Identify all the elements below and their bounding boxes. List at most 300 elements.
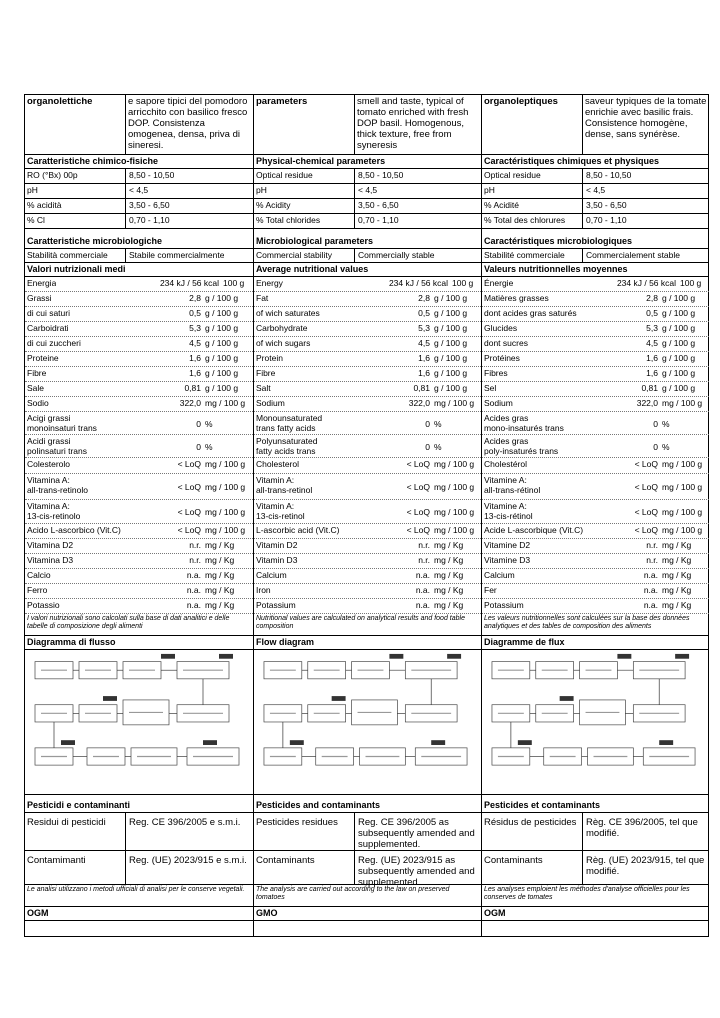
table-row bbox=[25, 599, 253, 614]
nutrient-label: Protéines bbox=[484, 353, 520, 363]
nutrient-value: 0 bbox=[653, 419, 658, 429]
table-row bbox=[254, 500, 481, 524]
nutrient-label: Polyunsaturated fatty acids trans bbox=[256, 436, 318, 456]
nutrient-value: 0,5 bbox=[646, 308, 658, 318]
nutrient-value: n.r. bbox=[418, 555, 430, 565]
nutrient-label: Acigi grassi monoinsaturi trans bbox=[27, 413, 97, 433]
cell-divider bbox=[354, 214, 355, 228]
spec-sheet-table bbox=[24, 94, 709, 937]
flow-title: Diagramme de flux bbox=[484, 637, 565, 647]
flow-ccp-tag bbox=[518, 740, 532, 745]
table-row bbox=[25, 636, 253, 650]
nutrient-label: Acides gras poly-insaturés trans bbox=[484, 436, 559, 456]
nutrient-unit: % bbox=[434, 419, 442, 429]
table-row bbox=[482, 412, 709, 435]
nutrient-value: < LoQ bbox=[406, 507, 430, 517]
nutrient-unit: mg / Kg bbox=[662, 555, 692, 565]
energy-label: Energy bbox=[256, 278, 283, 288]
nutrient-value: n.a. bbox=[415, 570, 430, 580]
table-row bbox=[25, 214, 253, 229]
table-row bbox=[25, 199, 253, 214]
nutrient-label: di cui zuccheri bbox=[27, 338, 81, 348]
table-row bbox=[482, 184, 709, 199]
chem-title: Caractéristiques chimiques et physiques bbox=[484, 156, 660, 166]
column-french bbox=[481, 95, 709, 936]
nutrient-unit: mg / 100 g bbox=[662, 482, 703, 492]
table-row bbox=[254, 885, 481, 907]
table-row bbox=[25, 412, 253, 435]
table-row bbox=[254, 249, 481, 263]
table-row bbox=[482, 263, 709, 277]
flow-diagram bbox=[27, 652, 251, 791]
chem-param-value: 3,50 - 6,50 bbox=[129, 200, 170, 210]
table-row bbox=[254, 650, 481, 795]
table-row bbox=[254, 458, 481, 474]
micro-title: Caractéristiques microbiologiques bbox=[484, 236, 633, 246]
table-row bbox=[482, 500, 709, 524]
nutrient-unit: mg / 100 g bbox=[662, 525, 703, 535]
nutrient-unit: mg / 100 g bbox=[662, 459, 703, 469]
table-row bbox=[254, 584, 481, 599]
chem-param-value: 8,50 - 10,50 bbox=[586, 170, 632, 180]
nutrient-unit: mg / 100 g bbox=[205, 525, 246, 535]
organoleptic-label: organolettiche bbox=[27, 96, 93, 107]
nutrient-unit: mg / 100 g bbox=[205, 507, 246, 517]
table-row bbox=[482, 539, 709, 554]
table-row bbox=[254, 474, 481, 500]
nutri-note: Les valeurs nutritionnelles sont calculées sur la base des données analytiques et des tables de composition des aliments bbox=[484, 615, 690, 630]
nutrient-value: 4,5 bbox=[646, 338, 658, 348]
nutrient-label: Vitamine A: 13-cis-rétinol bbox=[484, 501, 533, 521]
table-row bbox=[482, 322, 709, 337]
nutrient-value: 5,3 bbox=[418, 323, 430, 333]
cell-divider bbox=[354, 184, 355, 198]
nutrient-unit: mg / Kg bbox=[662, 600, 692, 610]
pest-value: Reg. (UE) 2023/915 e s.m.i. bbox=[129, 855, 247, 866]
nutrient-value: < LoQ bbox=[634, 507, 658, 517]
table-row bbox=[482, 155, 709, 169]
nutrient-value: n.r. bbox=[418, 540, 430, 550]
energy-value: 234 kJ / 56 kcal bbox=[388, 278, 448, 288]
chem-param-value: 0,70 - 1,10 bbox=[586, 215, 627, 225]
table-row bbox=[482, 292, 709, 307]
micro-value: Stabile commercialmente bbox=[129, 250, 225, 260]
cell-divider bbox=[125, 249, 126, 262]
nutrient-unit: g / 100 g bbox=[434, 323, 468, 333]
gmo-title: OGM bbox=[27, 908, 49, 918]
nutrient-unit: mg / Kg bbox=[205, 570, 235, 580]
cell-divider bbox=[354, 249, 355, 262]
nutrient-value: 322,0 bbox=[179, 398, 201, 408]
table-row bbox=[254, 524, 481, 539]
cell-divider bbox=[125, 851, 126, 884]
energy-unit: 100 g bbox=[680, 278, 702, 288]
nutrient-unit: g / 100 g bbox=[662, 338, 696, 348]
nutrient-unit: g / 100 g bbox=[434, 293, 468, 303]
nutrient-value: 0,81 bbox=[641, 383, 658, 393]
nutrient-unit: g / 100 g bbox=[205, 338, 239, 348]
table-row bbox=[25, 235, 253, 249]
nutri-note: Nutritional values are calculated on analytical results and food table composition bbox=[256, 615, 465, 630]
table-row bbox=[254, 614, 481, 636]
nutrient-value: 2,8 bbox=[189, 293, 201, 303]
pest-label: Pesticides residues bbox=[256, 817, 338, 828]
nutrient-unit: g / 100 g bbox=[205, 293, 239, 303]
column-english bbox=[253, 95, 481, 936]
cell-divider bbox=[582, 813, 583, 850]
table-row bbox=[482, 474, 709, 500]
flow-diagram-graphic bbox=[484, 652, 707, 791]
table-row bbox=[25, 584, 253, 599]
table-row bbox=[482, 235, 709, 249]
table-row bbox=[25, 554, 253, 569]
table-row bbox=[25, 524, 253, 539]
nutrient-label: Vitamin D2 bbox=[256, 540, 298, 550]
table-row bbox=[482, 352, 709, 367]
table-row bbox=[25, 614, 253, 636]
nutrient-value: n.a. bbox=[186, 585, 201, 595]
pest-value: Reg. CE 396/2005 as subsequently amended and supplemented. bbox=[358, 817, 475, 850]
micro-value: Commercialement stable bbox=[586, 250, 681, 260]
organoleptic-text: saveur typiques de la tomate enrichie avec basilic frais. Consistence homogène, dense, sans synérèse. bbox=[585, 96, 707, 140]
table-row bbox=[254, 169, 481, 184]
table-row bbox=[25, 307, 253, 322]
nutrient-value: < LoQ bbox=[406, 525, 430, 535]
table-row bbox=[482, 799, 709, 813]
nutrient-value: < LoQ bbox=[634, 459, 658, 469]
nutrient-unit: mg / Kg bbox=[434, 555, 464, 565]
nutrient-value: 1,6 bbox=[189, 368, 201, 378]
nutrient-label: Matières grasses bbox=[484, 293, 549, 303]
flow-ccp-tag bbox=[560, 696, 574, 701]
table-row bbox=[254, 277, 481, 292]
table-row bbox=[482, 569, 709, 584]
table-row bbox=[25, 322, 253, 337]
table-row bbox=[482, 249, 709, 263]
table-row bbox=[482, 214, 709, 229]
table-row bbox=[25, 292, 253, 307]
table-row bbox=[25, 184, 253, 199]
gmo-title: GMO bbox=[256, 908, 278, 918]
nutrient-value: < LoQ bbox=[406, 459, 430, 469]
micro-label: Commercial stability bbox=[256, 250, 333, 260]
chem-param-value: 3,50 - 6,50 bbox=[586, 200, 627, 210]
pest-value: Règ. (UE) 2023/915, tel que modifié. bbox=[586, 855, 705, 877]
nutri-title: Valeurs nutritionnelles moyennes bbox=[484, 264, 628, 274]
nutrient-label: Grassi bbox=[27, 293, 52, 303]
table-row bbox=[25, 851, 253, 885]
table-row bbox=[482, 277, 709, 292]
table-row bbox=[482, 458, 709, 474]
pest-label: Contamimanti bbox=[27, 855, 86, 866]
chem-title: Caratteristiche chimico-fisiche bbox=[27, 156, 159, 166]
energy-unit: 100 g bbox=[452, 278, 474, 288]
nutrient-unit: mg / 100 g bbox=[662, 507, 703, 517]
nutrient-unit: g / 100 g bbox=[205, 383, 239, 393]
nutrient-label: Vitamine A: all-trans-rétinol bbox=[484, 475, 541, 495]
organoleptic-text: smell and taste, typical of tomato enriched with fresh DOP basil. Homogenous, thick texture, free from syneresis bbox=[357, 96, 469, 151]
chem-param-label: % acidità bbox=[27, 200, 62, 210]
nutrient-label: Sodium bbox=[484, 398, 513, 408]
nutrient-value: 0,5 bbox=[189, 308, 201, 318]
table-row bbox=[254, 367, 481, 382]
nutrient-value: < LoQ bbox=[177, 482, 201, 492]
nutrient-unit: mg / 100 g bbox=[434, 507, 475, 517]
nutrient-value: 0,5 bbox=[418, 308, 430, 318]
table-row bbox=[25, 169, 253, 184]
nutrient-value: n.a. bbox=[643, 600, 658, 610]
flow-ccp-tag bbox=[389, 654, 403, 659]
nutrient-value: n.r. bbox=[646, 540, 658, 550]
nutrient-value: 5,3 bbox=[646, 323, 658, 333]
table-row bbox=[482, 650, 709, 795]
micro-value: Commercially stable bbox=[358, 250, 435, 260]
flow-title: Diagramma di flusso bbox=[27, 637, 116, 647]
cell-divider bbox=[354, 813, 355, 850]
nutrient-label: dont acides gras saturés bbox=[484, 308, 577, 318]
table-row bbox=[482, 907, 709, 921]
cell-divider bbox=[582, 199, 583, 213]
table-row bbox=[25, 474, 253, 500]
micro-label: Stabilità commerciale bbox=[27, 250, 108, 260]
nutrient-value: 1,6 bbox=[418, 353, 430, 363]
nutrient-unit: mg / 100 g bbox=[434, 398, 475, 408]
nutrient-value: n.r. bbox=[189, 555, 201, 565]
nutrient-label: Acidi grassi polinsaturi trans bbox=[27, 436, 88, 456]
cell-divider bbox=[125, 95, 126, 154]
nutrient-unit: g / 100 g bbox=[205, 353, 239, 363]
pest-note: The analysis are carried out according to the law on preserved tomatoes bbox=[256, 886, 450, 901]
table-row bbox=[254, 539, 481, 554]
nutrient-value: < LoQ bbox=[634, 525, 658, 535]
nutrient-value: < LoQ bbox=[406, 482, 430, 492]
nutrient-value: 322,0 bbox=[408, 398, 430, 408]
nutrient-unit: mg / Kg bbox=[662, 585, 692, 595]
micro-label: Stabilité commerciale bbox=[484, 250, 565, 260]
table-row bbox=[254, 292, 481, 307]
nutrient-unit: g / 100 g bbox=[662, 353, 696, 363]
nutrient-value: 0,81 bbox=[413, 383, 430, 393]
table-row bbox=[25, 397, 253, 412]
nutrient-label: Sodium bbox=[256, 398, 285, 408]
table-row bbox=[254, 435, 481, 458]
energy-label: Énergie bbox=[484, 278, 514, 288]
nutrient-label: L-ascorbic acid (Vit.C) bbox=[256, 525, 340, 535]
nutrient-label: Vitamina D2 bbox=[27, 540, 74, 550]
nutrient-value: 1,6 bbox=[189, 353, 201, 363]
table-row bbox=[254, 397, 481, 412]
nutrient-unit: % bbox=[662, 442, 670, 452]
nutri-title: Valori nutrizionali medi bbox=[27, 264, 126, 274]
nutrient-label: Proteine bbox=[27, 353, 59, 363]
nutrient-label: Fat bbox=[256, 293, 269, 303]
nutrient-unit: g / 100 g bbox=[434, 308, 468, 318]
column-italian bbox=[25, 95, 253, 936]
nutrient-value: 0 bbox=[196, 419, 201, 429]
nutrient-value: 2,8 bbox=[418, 293, 430, 303]
nutrient-value: 4,5 bbox=[418, 338, 430, 348]
chem-param-label: Optical residue bbox=[256, 170, 313, 180]
table-row bbox=[25, 367, 253, 382]
chem-param-label: pH bbox=[256, 185, 267, 195]
flow-ccp-tag bbox=[659, 740, 673, 745]
cell-divider bbox=[354, 851, 355, 884]
micro-title: Microbiological parameters bbox=[256, 236, 374, 246]
table-row bbox=[482, 885, 709, 907]
nutrient-label: Potassio bbox=[27, 600, 60, 610]
cell-divider bbox=[582, 851, 583, 884]
energy-unit: 100 g bbox=[223, 278, 245, 288]
nutrient-label: of wich saturates bbox=[256, 308, 320, 318]
nutrient-value: 0 bbox=[196, 442, 201, 452]
nutrient-unit: g / 100 g bbox=[205, 308, 239, 318]
nutrient-unit: g / 100 g bbox=[662, 293, 696, 303]
chem-param-label: % Total des chlorures bbox=[484, 215, 566, 225]
nutrient-unit: g / 100 g bbox=[434, 383, 468, 393]
nutrient-value: 1,6 bbox=[646, 368, 658, 378]
table-row bbox=[25, 885, 253, 907]
nutrient-label: Sel bbox=[484, 383, 497, 393]
chem-param-value: < 4,5 bbox=[129, 185, 149, 195]
nutrient-unit: mg / Kg bbox=[662, 570, 692, 580]
nutrient-unit: mg / Kg bbox=[434, 570, 464, 580]
nutrient-label: Calcium bbox=[484, 570, 515, 580]
nutrient-label: Iron bbox=[256, 585, 271, 595]
table-row bbox=[482, 599, 709, 614]
nutrient-value: n.r. bbox=[189, 540, 201, 550]
nutrient-value: n.a. bbox=[415, 585, 430, 595]
table-row bbox=[482, 199, 709, 214]
flow-ccp-tag bbox=[161, 654, 175, 659]
flow-ccp-tag bbox=[290, 740, 304, 745]
table-row bbox=[254, 337, 481, 352]
chem-param-value: 0,70 - 1,10 bbox=[129, 215, 170, 225]
table-row bbox=[254, 799, 481, 813]
table-row bbox=[482, 367, 709, 382]
cell-divider bbox=[582, 249, 583, 262]
nutrient-unit: mg / Kg bbox=[205, 585, 235, 595]
nutrient-label: Ferro bbox=[27, 585, 48, 595]
flow-ccp-tag bbox=[447, 654, 461, 659]
nutrient-label: Potassium bbox=[484, 600, 524, 610]
nutrient-value: n.a. bbox=[415, 600, 430, 610]
table-row bbox=[25, 155, 253, 169]
table-row bbox=[254, 907, 481, 921]
nutrient-label: of wich sugars bbox=[256, 338, 311, 348]
table-row bbox=[25, 249, 253, 263]
energy-label: Energia bbox=[27, 278, 57, 288]
nutri-title: Average nutritional values bbox=[256, 264, 369, 274]
table-row bbox=[254, 214, 481, 229]
chem-param-label: pH bbox=[27, 185, 38, 195]
table-row bbox=[482, 851, 709, 885]
energy-value: 234 kJ / 56 kcal bbox=[616, 278, 676, 288]
nutrient-label: Carboidrati bbox=[27, 323, 69, 333]
nutrient-value: 0,81 bbox=[184, 383, 201, 393]
nutrient-value: 1,6 bbox=[418, 368, 430, 378]
table-row bbox=[254, 412, 481, 435]
table-row bbox=[25, 95, 253, 155]
pest-title: Pesticides and contaminants bbox=[256, 800, 381, 810]
nutrient-unit: mg / Kg bbox=[662, 540, 692, 550]
nutrient-value: 0 bbox=[425, 442, 430, 452]
flow-ccp-tag bbox=[61, 740, 75, 745]
flow-ccp-tag bbox=[675, 654, 689, 659]
nutrient-label: Calcium bbox=[256, 570, 287, 580]
table-row bbox=[482, 337, 709, 352]
flow-ccp-tag bbox=[219, 654, 233, 659]
chem-param-label: pH bbox=[484, 185, 495, 195]
chem-param-label: % Cl bbox=[27, 215, 45, 225]
nutrient-label: Cholesterol bbox=[256, 459, 299, 469]
nutrient-label: Fibre bbox=[256, 368, 276, 378]
nutrient-value: n.a. bbox=[643, 570, 658, 580]
cell-divider bbox=[125, 199, 126, 213]
nutrient-label: Acido L-ascorbico (Vit.C) bbox=[27, 525, 121, 535]
pest-title: Pesticidi e contaminanti bbox=[27, 800, 131, 810]
table-row bbox=[25, 352, 253, 367]
gmo-title: OGM bbox=[484, 908, 506, 918]
nutri-note: I valori nutrizionali sono calcolati sulla base di dati analitici e delle tabelle di composizione degli alimenti bbox=[27, 615, 230, 630]
nutrient-label: Vitamina A: all-trans-retinolo bbox=[27, 475, 88, 495]
table-row bbox=[25, 813, 253, 851]
table-row bbox=[254, 184, 481, 199]
nutrient-value: n.a. bbox=[186, 600, 201, 610]
pest-value: Reg. (UE) 2023/915 as subsequently amended and supplemented. bbox=[358, 855, 475, 888]
table-row bbox=[482, 524, 709, 539]
cell-divider bbox=[125, 813, 126, 850]
table-row bbox=[254, 322, 481, 337]
table-row bbox=[25, 263, 253, 277]
nutrient-unit: mg / Kg bbox=[434, 540, 464, 550]
flow-ccp-tag bbox=[203, 740, 217, 745]
table-row bbox=[25, 500, 253, 524]
nutrient-label: Calcio bbox=[27, 570, 51, 580]
cell-divider bbox=[582, 95, 583, 154]
table-row bbox=[25, 539, 253, 554]
table-row bbox=[25, 569, 253, 584]
nutrient-label: di cui saturi bbox=[27, 308, 70, 318]
chem-param-value: 8,50 - 10,50 bbox=[129, 170, 175, 180]
nutrient-unit: % bbox=[434, 442, 442, 452]
flow-diagram-graphic bbox=[256, 652, 479, 791]
nutrient-unit: mg / 100 g bbox=[205, 482, 246, 492]
chem-param-value: 0,70 - 1,10 bbox=[358, 215, 399, 225]
nutrient-value: 4,5 bbox=[189, 338, 201, 348]
nutrient-label: Cholestérol bbox=[484, 459, 527, 469]
nutrient-unit: mg / Kg bbox=[205, 600, 235, 610]
nutrient-unit: mg / 100 g bbox=[205, 459, 246, 469]
nutrient-label: Carbohydrate bbox=[256, 323, 308, 333]
table-row bbox=[482, 382, 709, 397]
nutrient-value: < LoQ bbox=[177, 507, 201, 517]
nutrient-value: < LoQ bbox=[634, 482, 658, 492]
pest-label: Residui di pesticidi bbox=[27, 817, 106, 828]
table-row bbox=[25, 458, 253, 474]
table-row bbox=[254, 382, 481, 397]
table-row bbox=[25, 382, 253, 397]
cell-divider bbox=[354, 199, 355, 213]
nutrient-label: Acide L-ascorbique (Vit.C) bbox=[484, 525, 584, 535]
cell-divider bbox=[125, 184, 126, 198]
table-row bbox=[254, 263, 481, 277]
table-row bbox=[25, 435, 253, 458]
table-row bbox=[482, 614, 709, 636]
nutrient-unit: g / 100 g bbox=[205, 368, 239, 378]
flow-title: Flow diagram bbox=[256, 637, 315, 647]
table-row bbox=[25, 799, 253, 813]
nutrient-value: n.a. bbox=[186, 570, 201, 580]
